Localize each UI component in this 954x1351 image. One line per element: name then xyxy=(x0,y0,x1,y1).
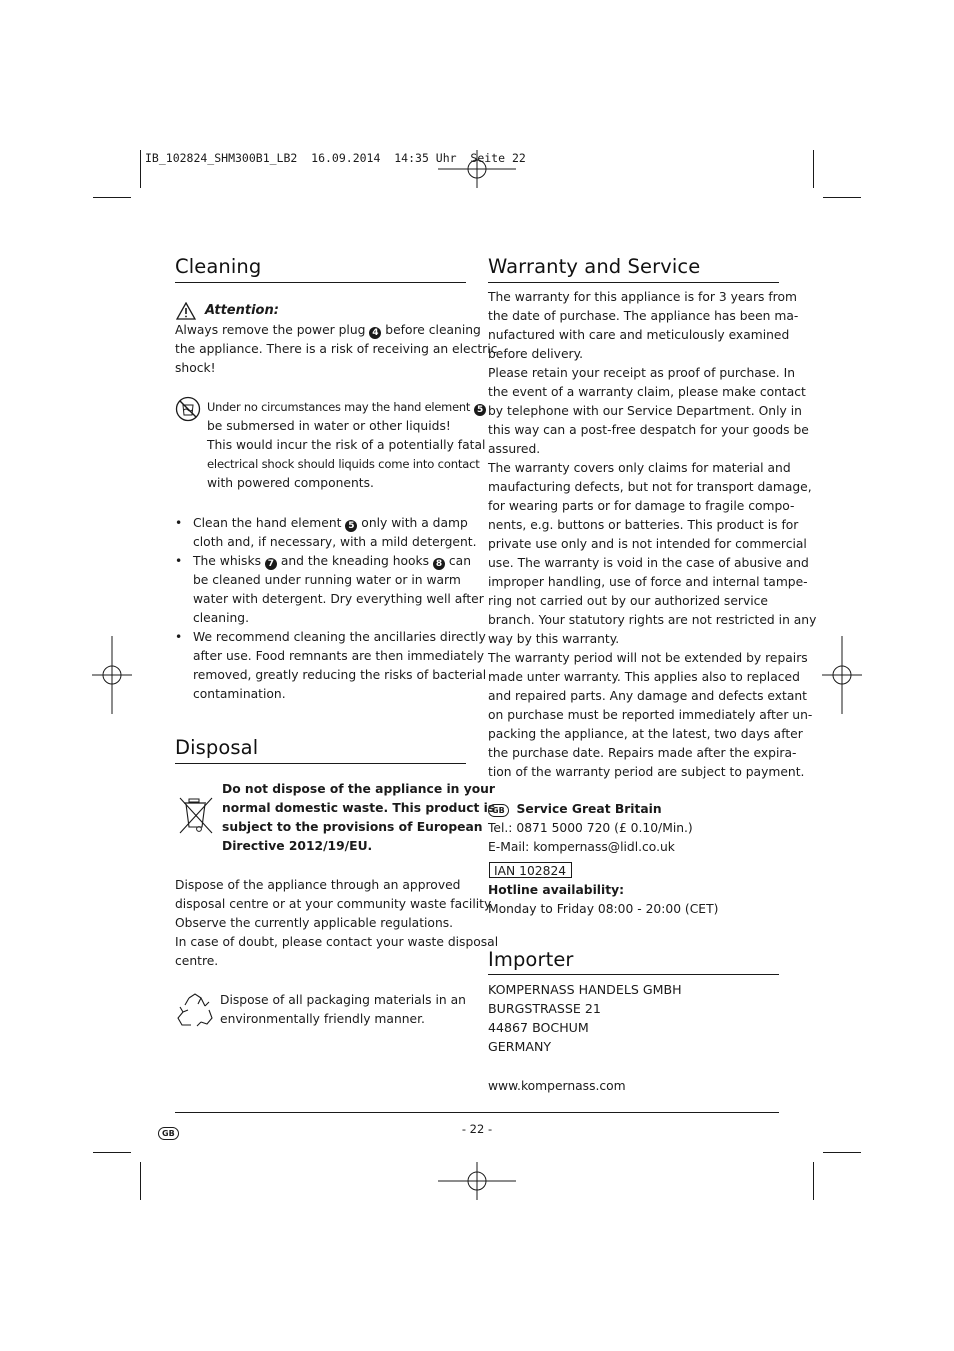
registration-mark-bottom xyxy=(438,1162,518,1202)
hotline-hours: Monday to Friday 08:00 - 20:00 (CET) xyxy=(488,902,719,916)
importer-address: KOMPERNASS HANDELS GMBH BURGSTRASSE 21 44867 BOCHUM GERMANY xyxy=(488,982,682,1054)
crop-mark xyxy=(813,150,814,188)
crossed-bin-icon xyxy=(177,795,217,835)
service-tel: Tel.: 0871 5000 720 (£ 0.10/Min.) xyxy=(488,821,693,835)
importer-heading: Importer xyxy=(488,948,574,971)
registration-mark-right xyxy=(822,636,864,716)
cleaning-rule xyxy=(175,282,466,283)
list-item: • Clean the hand element 5 only with a damp cloth and, if necessary, with a mild detergent. xyxy=(175,516,477,549)
crop-mark xyxy=(93,1152,131,1153)
disposal-body: Dispose of the appliance through an approved disposal centre or at your community waste facility. Observe the currently applicable regulations. In case of doubt, please contact your waste disposal centre. xyxy=(175,878,499,968)
service-title: Service Great Britain xyxy=(516,802,662,816)
warning-triangle-icon xyxy=(176,302,196,320)
page-number: - 22 - xyxy=(461,1122,493,1136)
crop-mark xyxy=(140,150,141,188)
weee-notice: Do not dispose of the appliance in your normal domestic waste. This product is subject to the provisions of European Directive 2012/19/EU. xyxy=(222,782,496,853)
recycling-icon xyxy=(175,992,215,1030)
immersion-warning-text: Under no circumstances may the hand element 5 be submersed in water or other liquids! This would incur the risk of a potentially fatal electrical shock should liquids come into contact with powered components. xyxy=(207,400,486,490)
no-immersion-icon xyxy=(175,396,201,422)
list-item: • We recommend cleaning the ancillaries directly after use. Food remnants are then immediately removed, greatly reducing the risks of bacterial contamination. xyxy=(175,630,487,701)
disposal-heading: Disposal xyxy=(175,736,259,759)
ref-number-8: 8 xyxy=(433,558,445,570)
crop-mark xyxy=(93,197,131,198)
packaging-text: Dispose of all packaging materials in an environmentally friendly manner. xyxy=(220,993,466,1026)
ref-number-7: 7 xyxy=(265,558,277,570)
warranty-rule xyxy=(488,282,779,283)
importer-rule xyxy=(488,974,779,975)
hotline-label: Hotline availability: xyxy=(488,883,625,897)
attention-label: Attention: xyxy=(205,303,279,318)
footer-rule xyxy=(175,1112,779,1113)
crop-mark xyxy=(813,1162,814,1200)
ref-number-4: 4 xyxy=(369,327,381,339)
service-email: E-Mail: kompernass@lidl.co.uk xyxy=(488,840,675,854)
crop-mark xyxy=(823,1152,861,1153)
disposal-rule xyxy=(175,763,466,764)
attention-text: Always remove the power plug 4 before cleaning the appliance. There is a risk of receiving an electric shock! xyxy=(175,323,498,375)
warranty-body: The warranty for this appliance is for 3 years from the date of purchase. The appliance has been ma- nufactured with care and meticulously examined before delivery. Please retain your receipt as proof of purchase. In the event of a warranty claim, please make contact by telephone with our Service Department. Only in this way can a post-free despatch for your goods be assured. The warranty covers only claims for material and maufacturing defects, but not for transport damage, for wearing parts or for damage to fragile compo- nents, e.g. buttons or batteries. This product is for private use only and is not intended for commercial use. The warranty is void in the case of abusive and improper handling, use of force and internal tampe- ring not carried out by our authorized service branch. Your statutory rights are not restricted in any way by this warranty. The warranty period will not be extended by repairs made unter warranty. This applies also to replaced and repaired parts. Any damage and defects extant on purchase must be reported immediately after un- packing the appliance, at the latest, two days after the purchase date. Repairs made after the expira- tion of the warranty period are subject to payment. xyxy=(488,290,817,779)
ref-number-5: 5 xyxy=(474,404,486,416)
importer-website[interactable]: www.kompernass.com xyxy=(488,1079,626,1093)
ian-box: IAN 102824 xyxy=(489,862,572,878)
cleaning-heading: Cleaning xyxy=(175,255,262,278)
footer-gb-badge: GB xyxy=(158,1121,179,1140)
crop-mark xyxy=(140,1162,141,1200)
warranty-heading: Warranty and Service xyxy=(488,255,701,278)
ref-number-5: 5 xyxy=(345,520,357,532)
cleaning-bullet-list xyxy=(175,514,487,704)
list-item: • The whisks 7 and the kneading hooks 8 can be cleaned under running water or in warm water with detergent. Dry everything well after cleaning. xyxy=(175,554,484,625)
service-block xyxy=(488,800,780,857)
crop-mark xyxy=(823,197,861,198)
hotline-block xyxy=(488,881,780,919)
registration-mark-left xyxy=(92,636,134,716)
gb-badge: GB xyxy=(488,804,509,817)
print-slug: IB_102824_SHM300B1_LB2 16.09.2014 14:35 Uhr Seite 22 xyxy=(145,151,526,165)
